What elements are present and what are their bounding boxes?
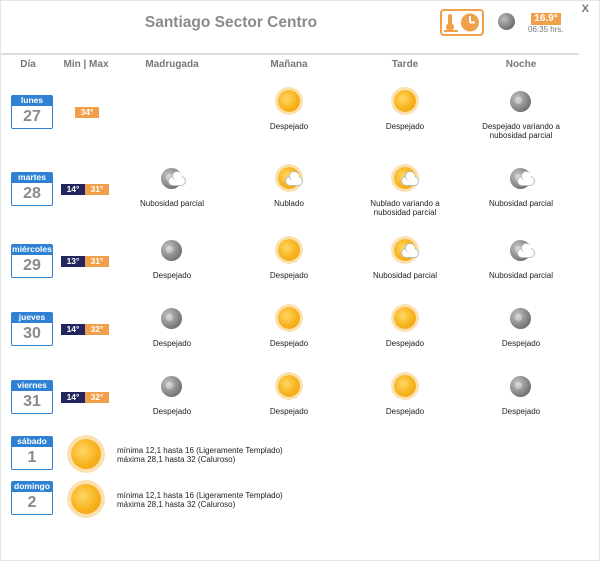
forecast-label: Despejado [269,407,309,416]
forecast-label: Despejado [385,339,425,348]
forecast-cell [355,372,455,416]
moon-disc [161,308,182,329]
forecast-cell [239,164,339,208]
sun-icon [71,439,101,469]
forecast-label: Nubosidad parcial [372,271,438,280]
day-badge [11,172,53,206]
forecast-cell [355,87,455,131]
moon-disc [510,308,531,329]
forecast-label: Nubosidad parcial [488,271,554,280]
forecast-cell [239,236,339,280]
min-temp: 14° [61,392,85,403]
moon-cloud-icon [507,236,535,264]
forecast-label: Despejado [152,339,192,348]
day-name: martes [11,172,53,183]
sun-cloud-icon [391,164,419,192]
sun-disc [71,439,101,469]
sun-icon [71,484,101,514]
sun-icon [391,372,419,400]
forecast-cell [471,372,571,416]
day-number: 28 [11,183,53,206]
forecast-label: Despejado [269,271,309,280]
moon-disc [510,376,531,397]
sun-cloud-icon [275,164,303,192]
forecast-cell [122,164,222,208]
forecast-label: Despejado [501,339,541,348]
day-number: 2 [11,492,53,515]
forecast-label: Despejado [152,271,192,280]
day-badge [11,380,53,414]
forecast-cell [122,372,222,416]
cloud-shape [168,176,186,186]
moon-cloud-icon [507,164,535,192]
sun-icon [275,372,303,400]
day-badge [11,95,53,129]
max-range-text: máxima 28,1 hasta 32 (Caluroso) [117,500,236,509]
moon-icon [507,372,535,400]
sun-disc [394,375,416,397]
header-divider [1,53,579,55]
day-badge [11,312,53,346]
min-temp: 13° [61,256,85,267]
forecast-cell [239,304,339,348]
forecast-cell [355,236,455,280]
moon-disc [161,376,182,397]
day-number: 27 [11,106,53,129]
col-header-manana: Mañana [270,59,308,70]
forecast-cell [355,304,455,348]
max-temp: 32° [85,392,109,403]
forecast-cell [471,164,571,208]
sun-disc [278,375,300,397]
col-header-day: Día [20,59,36,70]
forecast-cell [239,87,339,131]
forecast-label: Nublado [274,199,304,208]
current-temp-badge: 16.9° [531,13,561,25]
cloud-shape [285,176,303,186]
forecast-label: Nubosidad parcial [139,199,205,208]
min-max-temps [61,392,109,403]
max-temp: 32° [85,324,109,335]
forecast-label: Despejado [385,407,425,416]
day-badge [11,436,53,470]
forecast-cell [471,236,571,280]
day-number: 1 [11,447,53,470]
forecast-label: Despejado [152,407,192,416]
day-name: domingo [11,481,53,492]
min-range-text: mínima 12,1 hasta 16 (Ligeramente Templado) [117,446,283,455]
sun-disc [278,239,300,261]
col-header-noche: Noche [505,59,537,70]
min-range-text: mínima 12,1 hasta 16 (Ligeramente Templado) [117,491,283,500]
day-name: miércoles [12,244,52,254]
forecast-cell [122,304,222,348]
col-header-minmax: Min | Max [63,59,109,70]
forecast-label: Despejado [269,122,309,131]
sun-icon [391,87,419,115]
sun-disc [71,484,101,514]
page-title: Santiago Sector Centro [144,14,318,31]
day-name: viernes [11,380,53,391]
day-number: 29 [11,255,53,278]
day-badge [11,481,53,515]
forecast-label: Nubosidad parcial [488,199,554,208]
forecast-cell [471,304,571,348]
forecast-label: Despejado [269,339,309,348]
min-max-temps [75,107,99,118]
max-temp: 31° [85,256,109,267]
cloud-shape [517,176,535,186]
forecast-label: Nublado variando a nubosidad parcial [370,199,440,217]
sun-icon [275,87,303,115]
moon-icon [158,304,186,332]
sun-disc [394,90,416,112]
moon-disc [510,91,531,112]
sun-disc [278,90,300,112]
sun-cloud-icon [391,236,419,264]
day-name: lunes [11,95,53,106]
col-header-tarde: Tarde [391,59,419,70]
forecast-cell [239,372,339,416]
min-temp: 14° [61,324,85,335]
forecast-label: Despejado variando a nubosidad parcial [482,122,560,140]
min-temp: 14° [61,184,85,195]
min-max-temps [61,324,109,335]
moon-icon [158,372,186,400]
day-badge [11,244,53,278]
forecast-label: Despejado [385,122,425,131]
day-name: sábado [11,436,53,447]
sun-icon [275,236,303,264]
min-max-temps [61,184,109,195]
col-header-madrugada: Madrugada [145,59,199,70]
max-range-text: máxima 28,1 hasta 32 (Caluroso) [117,455,236,464]
sun-disc [394,307,416,329]
forecast-cell [122,236,222,280]
cloud-shape [401,248,419,258]
moon-icon [507,87,535,115]
forecast-cell [471,87,571,140]
close-button[interactable]: X [581,3,589,15]
sun-icon [275,304,303,332]
forecast-label: Despejado [501,407,541,416]
extended-forecast-text [117,491,283,509]
sun-icon [391,304,419,332]
moon-icon [158,236,186,264]
moon-cloud-icon [158,164,186,192]
day-number: 30 [11,323,53,346]
day-name: jueves [11,312,53,323]
cloud-shape [517,248,535,258]
forecast-cell [355,164,455,217]
moon-disc [161,240,182,261]
thermometer-clock-icon [440,9,484,36]
min-max-temps [61,256,109,267]
cloud-shape [401,176,419,186]
max-temp: 34° [75,107,99,118]
current-time: 06:35 hrs. [528,25,564,34]
max-temp: 31° [85,184,109,195]
extended-forecast-text [117,446,283,464]
moon-icon [507,304,535,332]
day-number: 31 [11,391,53,414]
moon-icon [498,13,515,30]
sun-disc [278,307,300,329]
